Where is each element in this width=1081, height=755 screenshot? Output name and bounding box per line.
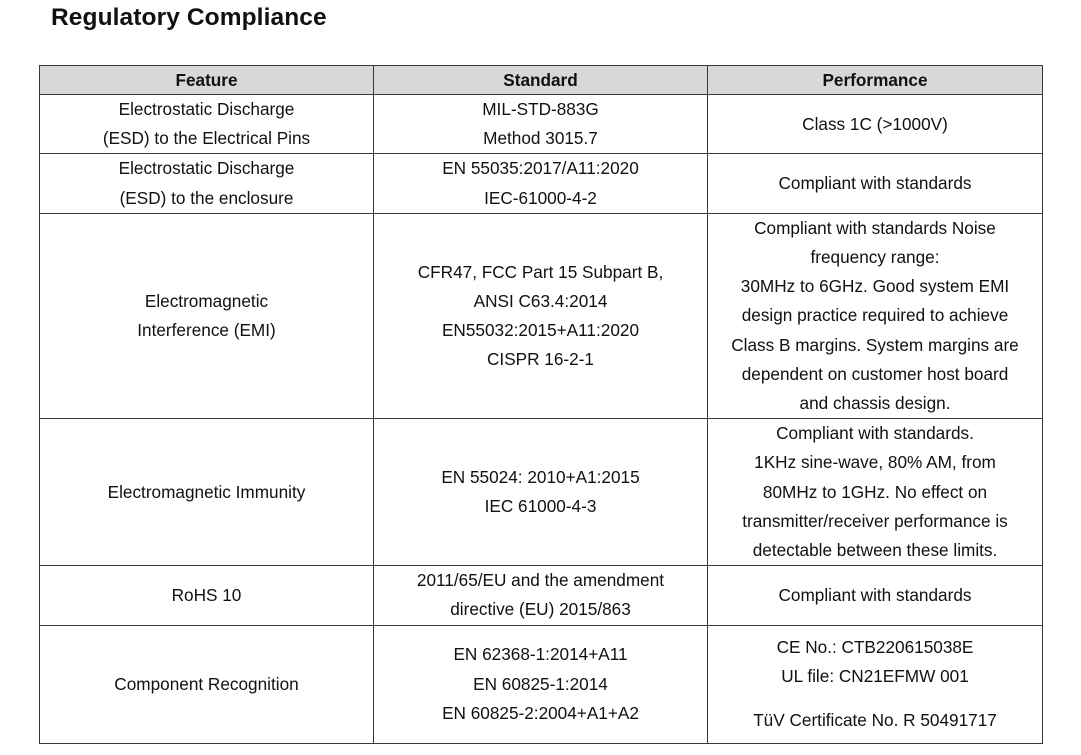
standard-text: EN55032:2015+A11:2020 <box>441 320 640 341</box>
feature-text: (ESD) to the enclosure <box>119 187 294 208</box>
standard-text: CFR47, FCC Part 15 Subpart B, <box>417 261 664 282</box>
table-row <box>40 95 1043 154</box>
performance-text: detectable between these limits. <box>752 540 998 561</box>
standard-cell <box>374 154 708 213</box>
standard-text: ANSI C63.4:2014 <box>473 290 608 311</box>
performance-text: 30MHz to 6GHz. Good system EMI <box>740 276 1010 297</box>
feature-text: (ESD) to the Electrical Pins <box>102 128 311 149</box>
feature-cell <box>40 625 374 743</box>
header-performance: Performance <box>708 66 1043 95</box>
performance-text: Class B margins. System margins are <box>731 334 1019 355</box>
standard-text: directive (EU) 2015/863 <box>450 599 631 620</box>
performance-text: Class 1C (>1000V) <box>802 113 948 134</box>
feature-cell <box>40 95 374 154</box>
standard-text: EN 62368-1:2014+A11 <box>453 644 628 665</box>
standard-cell <box>374 566 708 625</box>
feature-cell <box>40 419 374 566</box>
performance-text: UL file: CN21EFMW 001 <box>781 666 969 687</box>
standard-cell <box>374 419 708 566</box>
standard-text: CISPR 16-2-1 <box>487 349 594 370</box>
standard-text: EN 55035:2017/A11:2020 <box>442 158 639 179</box>
standard-text: 2011/65/EU and the amendment <box>416 570 665 591</box>
standard-cell <box>374 625 708 743</box>
feature-text: RoHS 10 <box>171 584 242 605</box>
table-row <box>40 566 1043 625</box>
regulatory-compliance-table <box>39 65 1043 744</box>
header-feature: Feature <box>40 66 374 95</box>
performance-text: and chassis design. <box>799 393 951 414</box>
standard-text: EN 60825-1:2014 <box>473 673 608 694</box>
standard-text: EN 60825-2:2004+A1+A2 <box>442 702 639 723</box>
performance-cell <box>708 154 1043 213</box>
performance-text: Compliant with standards. <box>776 423 974 444</box>
standard-text: IEC-61000-4-2 <box>484 187 597 208</box>
feature-text: Electromagnetic Immunity <box>107 481 306 502</box>
header-standard: Standard <box>374 66 708 95</box>
performance-text: dependent on customer host board <box>741 363 1009 384</box>
table-row <box>40 154 1043 213</box>
performance-text: 1KHz sine-wave, 80% AM, from <box>754 452 996 473</box>
table-row <box>40 419 1043 566</box>
feature-cell <box>40 213 374 418</box>
performance-cell <box>708 419 1043 566</box>
standard-text: MIL-STD-883G <box>482 99 599 119</box>
performance-text: 80MHz to 1GHz. No effect on <box>762 481 988 502</box>
performance-text: transmitter/receiver performance is <box>742 510 1008 531</box>
standard-text: EN 55024: 2010+A1:2015 <box>441 467 640 488</box>
table-row <box>40 625 1043 743</box>
performance-cell <box>708 95 1043 154</box>
feature-text: Electrostatic Discharge <box>118 99 295 119</box>
performance-text: design practice required to achieve <box>741 305 1009 326</box>
table-row <box>40 213 1043 418</box>
performance-cell <box>708 213 1043 418</box>
spacer <box>712 691 1038 706</box>
performance-text: Compliant with standards <box>778 584 972 605</box>
feature-text: Component Recognition <box>114 673 299 694</box>
standard-text: Method 3015.7 <box>483 128 598 149</box>
performance-text: frequency range: <box>810 247 940 268</box>
feature-text: Electrostatic Discharge <box>118 158 295 179</box>
standard-cell <box>374 213 708 418</box>
standard-cell <box>374 95 708 154</box>
page-title: Regulatory Compliance <box>51 4 327 31</box>
feature-cell <box>40 154 374 213</box>
feature-text: Electromagnetic <box>144 290 269 311</box>
performance-cell <box>708 566 1043 625</box>
performance-text: CE No.: CTB220615038E <box>776 636 974 657</box>
feature-text: Interference (EMI) <box>137 320 276 341</box>
performance-text: Compliant with standards Noise <box>754 217 996 238</box>
performance-text: Compliant with standards <box>778 173 972 193</box>
table-header-row <box>40 66 1043 95</box>
standard-text: IEC 61000-4-3 <box>484 496 597 517</box>
feature-cell <box>40 566 374 625</box>
performance-cell <box>708 625 1043 743</box>
performance-text: TüV Certificate No. R 50491717 <box>753 710 997 731</box>
